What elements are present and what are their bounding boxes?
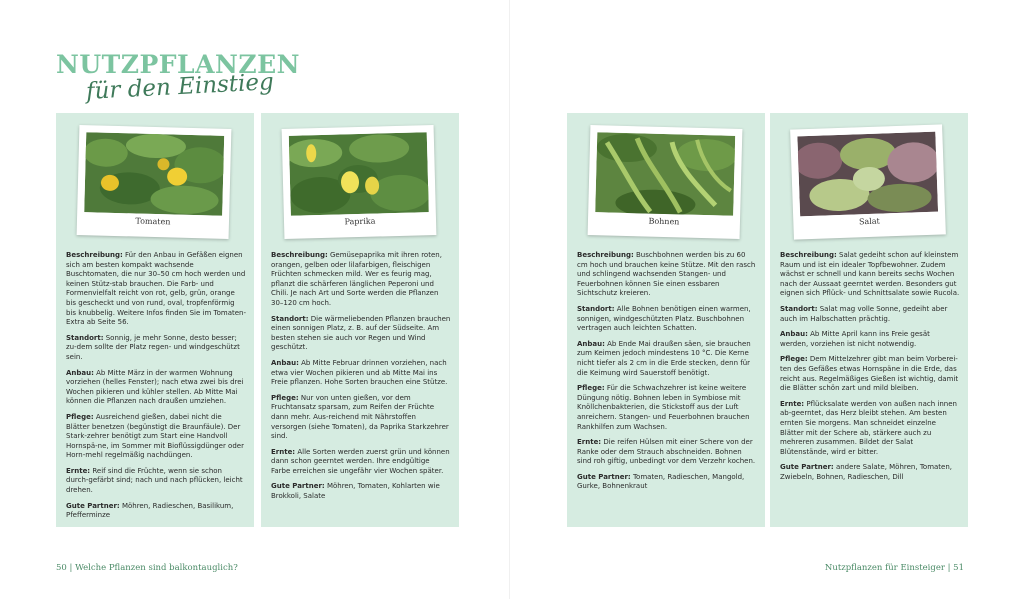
section-harvest: Ernte: Alle Sorten werden zuerst grün und können dann schon geerntet werden. Ihre endgültige Farbe erreichen sie ungefähr vier Wochen später. — [271, 447, 450, 475]
section-description: Beschreibung: Für den Anbau in Gefäßen eignen sich am besten kompakt wachsende Buschtomaten, die nur 30–50 cm hoch werden und keinen Stütz-stab brauchen. Die Farb- und Formenvielfalt reicht von rot, gelb, grün, orange bis gescheckt und von rund, oval, tropfenförmig bis knubbelig. Weitere Infos finden Sie im Tomaten-Extra ab Seite 56. — [66, 251, 247, 327]
card-text — [66, 251, 246, 527]
section-cultivation: Anbau: Ab Ende Mai draußen säen, sie brauchen zum Keimen jedoch mindestens 10 °C. Die Kerne nicht tiefer als 2 cm in die Erde stecken, denn für die Keimung wird Sauerstoff benötigt. — [577, 339, 751, 377]
tomato-plant-image — [84, 132, 224, 216]
bean-plant-photo — [588, 125, 743, 239]
section-cultivation: Anbau: Ab Mitte März in der warmen Wohnung vorziehen (helles Fenster); nach etwa zwei bis drei Wochen pikieren und kühler stellen. Ab Mitte Mai können die Pflanzen nach draußen umziehen. — [66, 368, 244, 406]
section-location: Standort: Die wärmeliebenden Pflanzen brauchen einen sonnigen Platz, z. B. auf der Südseite. Am besten stehen sie auch vor Regen und Wind geschützt. — [271, 314, 451, 352]
section-location: Standort: Sonnig, je mehr Sonne, desto besser; zu-dem sollte der Platz regen- und windgeschützt sein. — [66, 333, 240, 361]
photo-caption: Salat — [858, 216, 880, 227]
bean-plant-image — [595, 132, 735, 216]
section-harvest: Ernte: Die reifen Hülsen mit einer Schere von der Ranke oder dem Strauch abschneiden. Bohnen sind roh giftig, unbedingt vor dem Verzehr kochen. — [577, 438, 756, 466]
section-care: Pflege: Ausreichend gießen, dabei nicht die Blätter benetzen (begünstigt die Braunfäule). Der Stark-zehrer benötigt zum Start eine Handvoll Hornspä-ne, im Sommer mit Bioflüssigdünger oder Horn-mehl regelmäßig nachdüngen. — [66, 412, 244, 460]
section-cultivation: Anbau: Ab Mitte Februar drinnen vorziehen, nach etwa vier Wochen pikieren und ab Mitte Mai ins Freie pflanzen. Hohe Sorten brauchen eine Stütze. — [271, 358, 448, 387]
photo-caption: Paprika — [344, 216, 376, 227]
section-care: Pflege: Für die Schwachzehrer ist keine weitere Düngung nötig. Bohnen leben in Symbiose mit Knöllchenbakterien, die Stickstoff aus der Luft anreichern. Stangen- und Feuerbohnen brauchen Rankhilfen zum Wachsen. — [577, 384, 750, 431]
card-text — [271, 251, 451, 508]
pepper-plant-image — [289, 132, 429, 216]
lettuce-image — [797, 132, 938, 217]
photo-caption: Bohnen — [648, 216, 680, 227]
section-cultivation: Anbau: Ab Mitte April kann ins Freie gesät werden, vorziehen ist nicht notwendig. — [780, 330, 930, 348]
card-bohnen — [567, 113, 765, 527]
section-care: Pflege: Nur von unten gießen, vor dem Fruchtansatz sparsam, zum Reifen der Früchte dann mehr. Aus-reichend mit Nährstoffen versorgen (siehe Tomaten), da Paprika Starkzehrer sind. — [271, 393, 449, 441]
section-description: Beschreibung: Gemüsepaprika mit ihren roten, orangen, gelben oder lilafarbigen, fleischigen Früchten schmecken mild. Wer es feurig mag, pflanzt die schärferen länglichen Peperoni und Chili. Je nach Art und Sorte werden die Pflanzen 30–120 cm hoch. — [271, 251, 442, 307]
card-text — [780, 251, 960, 488]
section-description: Beschreibung: Salat gedeiht schon auf kleinstem Raum und ist ein idealer Topfbewohner. Zudem wächst er schnell und kann bereits sechs Wochen nach der Aussaat geerntet werden. Besonders gut eignen sich Pflück- und Schnittsalate sowie Rucola. — [780, 251, 960, 298]
section-harvest: Ernte: Reif sind die Früchte, wenn sie schon durch-gefärbt sind; nach und nach pflücken, leicht drehen. — [66, 466, 243, 495]
page-title: NUTZPFLANZEN — [56, 50, 301, 79]
page-subtitle: für den Einstieg — [85, 69, 275, 105]
section-description: Beschreibung: Buschbohnen werden bis zu 60 cm hoch und brauchen keine Stütze. Mit den rasch und schlingend wachsenden Stangen- und Feuerbohnen können Sie einen essbaren Sichtschutz kreieren. — [577, 251, 756, 298]
footer-left-page-number: 50 | Welche Pflanzen sind balkontauglich? — [56, 563, 238, 573]
page-gutter — [509, 0, 510, 599]
page-title-block — [56, 44, 316, 114]
photo-caption: Tomaten — [135, 216, 171, 227]
section-partners: Gute Partner: andere Salate, Möhren, Tomaten, Zwiebeln, Bohnen, Radieschen, Dill — [780, 463, 953, 481]
section-location: Standort: Salat mag volle Sonne, gedeiht aber auch im Halbschatten prächtig. — [780, 304, 948, 323]
section-partners: Gute Partner: Möhren, Tomaten, Kohlarten wie Brokkoli, Salate — [271, 482, 440, 501]
tomato-plant-photo — [77, 125, 232, 239]
section-partners: Gute Partner: Tomaten, Radieschen, Mangold, Gurke, Bohnenkraut — [577, 472, 745, 491]
section-partners: Gute Partner: Möhren, Radieschen, Basilikum, Pfefferminze — [66, 501, 234, 520]
card-salat — [770, 113, 968, 527]
section-location: Standort: Alle Bohnen benötigen einen warmen, sonnigen, windgeschützten Platz. Buschbohnen vertragen auch leichten Schatten. — [577, 304, 751, 333]
section-care: Pflege: Dem Mittelzehrer gibt man beim Vorberei-ten des Gefäßes etwas Hornspäne in die Erde, das reicht aus. Regelmäßiges Gießen ist wichtig, damit die Blätter schön zart und mild bleiben. — [780, 355, 959, 393]
section-harvest: Ernte: Pflücksalate werden von außen nach innen ab-geerntet, das Herz bleibt stehen. Am besten ernten Sie morgens. Man schneidet einzelne Blätter mit der Schere ab, stärkere auch zu mehreren zusammen. Bildet der Salat Blütenstände, wird er bitter. — [780, 399, 957, 456]
footer-right-page-number: Nutzpflanzen für Einsteiger | 51 — [824, 563, 964, 573]
card-text — [577, 251, 757, 498]
card-paprika — [261, 113, 459, 527]
lettuce-photo — [790, 124, 946, 239]
card-tomaten — [56, 113, 254, 527]
pepper-plant-photo — [282, 125, 437, 239]
